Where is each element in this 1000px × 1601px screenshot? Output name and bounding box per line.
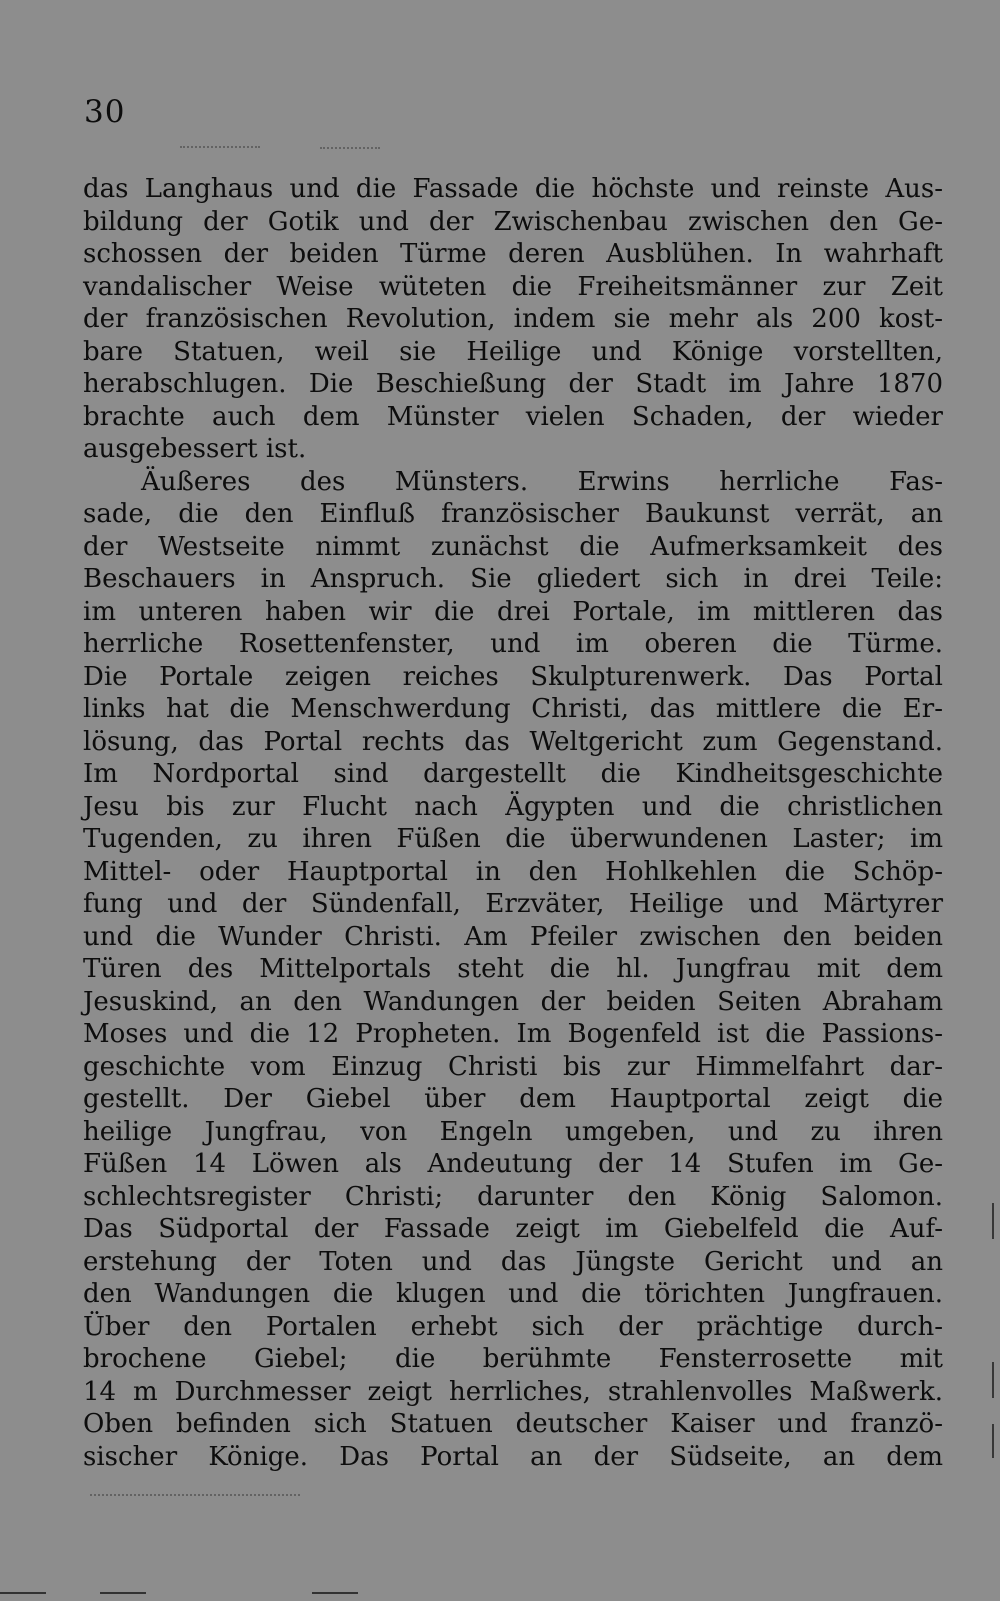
text-line: Beschauers in Anspruch. Sie gliedert sich in drei Teile: [83,564,943,594]
text-line: brachte auch dem Münster vielen Schaden, der wieder [83,401,943,432]
text-line: Oben befinden sich Statuen deutscher Kaiser und franzö- [83,1409,943,1439]
text-line: brochene Giebel; die berühmte Fensterrosette mit [83,1344,943,1374]
text-line: sade, die den Einfluß französischer Baukunst verrät, an [83,499,943,529]
text-line: gestellt. Der Giebel über dem Hauptportal zeigt die [83,1084,943,1114]
scan-edge-mark [992,1362,994,1398]
text-line: Türen des Mittelportals steht die hl. Jungfrau mit dem [83,954,943,984]
scan-edge-line [100,1592,146,1594]
text-line: geschichte vom Einzug Christi bis zur Himmelfahrt dar- [83,1051,943,1082]
text-line: bare Statuen, weil sie Heilige und Könige vorstellten, [83,336,943,367]
text-line: Füßen 14 Löwen als Andeutung der 14 Stufen im Ge- [83,1149,943,1179]
text-line: der französischen Revolution, indem sie mehr als 200 kost- [83,304,943,334]
scan-edge-mark [992,1424,994,1458]
text-line: Die Portale zeigen reiches Skulpturenwerk. Das Portal [83,661,943,692]
text-line: schossen der beiden Türme deren Ausblühen. In wahrhaft [83,239,943,269]
text-line: und die Wunder Christi. Am Pfeiler zwischen den beiden [83,921,943,952]
text-line: erstehung der Toten und das Jüngste Gericht und an [83,1246,943,1277]
text-line: heilige Jungfrau, von Engeln umgeben, und zu ihren [83,1116,943,1147]
page-number: 30 [84,94,126,130]
text-line: schlechtsregister Christi; darunter den König Salomon. [83,1181,943,1212]
text-line: links hat die Menschwerdung Christi, das mittlere die Er- [83,694,943,724]
scan-speck-top-right [320,147,380,151]
text-line: vandalischer Weise wüteten die Freiheitsmänner zur Zeit [83,271,943,302]
scan-edge-line [0,1592,46,1594]
text-line: herrliche Rosettenfenster, und im oberen die Türme. [83,629,943,659]
text-line: Jesuskind, an den Wandungen der beiden Seiten Abraham [83,986,943,1017]
text-line: Jesu bis zur Flucht nach Ägypten und die christlichen [83,791,943,822]
text-line: Tugenden, zu ihren Füßen die überwundenen Laster; im [83,824,943,854]
section-heading-line: Äußeres des Münsters. Erwins herrliche Fas- [141,466,943,497]
text-line: lösung, das Portal rechts das Weltgericht zum Gegenstand. [83,726,943,757]
text-line: Das Südportal der Fassade zeigt im Giebelfeld die Auf- [83,1214,943,1244]
text-line: Über den Portalen erhebt sich der prächtige durch- [83,1311,943,1342]
scan-edge-mark [992,1203,994,1239]
scan-edge-line [312,1592,358,1594]
text-line: im unteren haben wir die drei Portale, im mittleren das [83,596,943,627]
text-line: bildung der Gotik und der Zwischenbau zwischen den Ge- [83,206,943,237]
text-line: 14 m Durchmesser zeigt herrliches, strahlenvolles Maßwerk. [83,1376,943,1407]
text-line: das Langhaus und die Fassade die höchste und reinste Aus- [83,174,943,204]
text-line: den Wandungen die klugen und die törichten Jungfrauen. [83,1279,943,1309]
text-line: sischer Könige. Das Portal an der Südseite, an dem [83,1441,943,1472]
text-line: ausgebessert ist. [83,434,307,464]
text-line: der Westseite nimmt zunächst die Aufmerksamkeit des [83,531,943,562]
text-line: Im Nordportal sind dargestellt die Kindheitsgeschichte [83,759,943,789]
text-line: fung und der Sündenfall, Erzväter, Heilige und Märtyrer [83,889,943,919]
scan-speck-bottom [90,1494,300,1498]
text-line: herabschlugen. Die Beschießung der Stadt im Jahre 1870 [83,369,943,399]
text-line: Mittel- oder Hauptportal in den Hohlkehlen die Schöp- [83,856,943,887]
page-body [83,173,943,1473]
text-line: Moses und die 12 Propheten. Im Bogenfeld ist die Passions- [83,1019,943,1049]
scan-speck-top [180,146,260,150]
